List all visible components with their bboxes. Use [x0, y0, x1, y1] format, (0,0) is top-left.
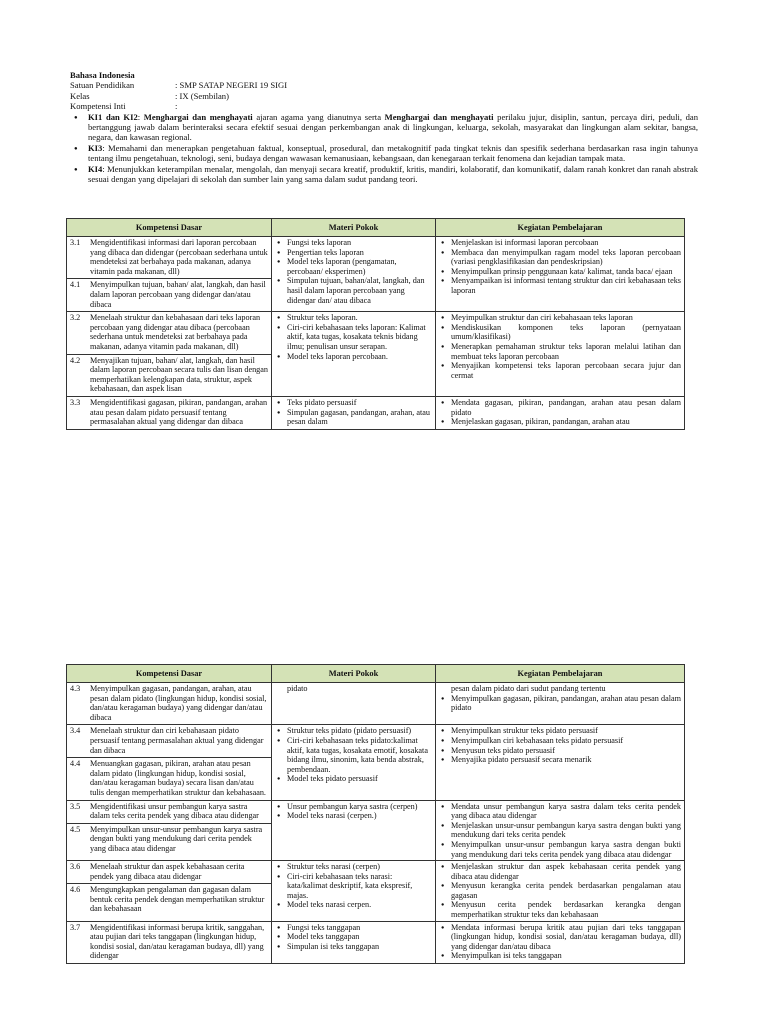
kd-item — [67, 801, 271, 823]
field-label: Kompetensi Inti — [70, 101, 126, 112]
kegiatan-pembelajaran-cell — [436, 921, 685, 963]
ki-lead: KI4 — [88, 163, 103, 174]
kd-text: Mengidentifikasi gagasan, pikiran, pandangan, arahan atau pesan dalam pidato persuasif tentang permasalahan aktual yang didengar dan dibaca — [90, 397, 268, 427]
kd-number: 3.6 — [70, 862, 81, 872]
kd-text: Mengidentifikasi unsur pembangun karya sastra dalam teks cerita pendek yang dibaca atau didengar — [90, 801, 259, 821]
kd-item — [67, 725, 271, 757]
materi-item: ● Model teks laporan percobaan. — [287, 352, 432, 362]
kegiatan-item: ● Mendiskusikan komponen teks laporan (pernyataan umum/klasifikasi) — [451, 323, 681, 342]
kd-number: 3.3 — [70, 397, 81, 407]
ki-lead: KI1 dan KI2 — [88, 111, 138, 122]
materi-list — [275, 802, 432, 821]
materi-list — [275, 238, 432, 305]
ki-item-4 — [88, 164, 698, 185]
kd-text: Mengidentifikasi informasi berupa kritik, sanggahan, atau pujian dari teks tanggapan (lingkungan hidup, kondisi sosial, dan/atau keragaman budaya, dll) yang didengar — [90, 922, 265, 961]
kegiatan-item: ● Menyimpulkan ciri kebahasaan teks pidato persuasif — [451, 736, 681, 746]
materi-pokok-cell — [272, 683, 436, 725]
materi-item: ● Fungsi teks laporan — [287, 238, 432, 248]
materi-item: ● Model teks laporan (pengamatan, percobaan/ eksperimen) — [287, 257, 432, 276]
kd-text: Menuangkan gagasan, pikiran, arahan atau pesan dalam pidato (lingkungan hidup, kondisi sosial, dan/atau keragaman budaya) secara lisan dan/atau tulis dengan memperhatikan struktur dan kebahasaan. — [90, 759, 266, 797]
kompetensi-dasar-cell — [67, 237, 272, 312]
table-row — [67, 921, 685, 963]
kd-text: Menyimpulkan tujuan, bahan/ alat, langkah, dan hasil dalam laporan percobaan yang didengar dan/atau dibaca — [90, 280, 266, 309]
kd-number: 4.2 — [70, 355, 81, 365]
kd-item — [67, 683, 271, 724]
materi-item: ● Pengertian teks laporan — [287, 248, 432, 258]
materi-pokok-cell — [272, 237, 436, 312]
materi-item: ● Struktur teks laporan. — [287, 313, 432, 323]
field-value: : — [175, 101, 178, 112]
ki-bold: Menghargai dan menghayati — [384, 111, 494, 122]
field-label: Satuan Pendidikan — [70, 80, 135, 91]
kompetensi-dasar-cell — [67, 861, 272, 922]
table-row — [67, 683, 685, 725]
ki-text: perilaku jujur, disiplin, santun, percaya diri, peduli, dan bertanggung jawab dalam berinteraksi secara efektif sesuai dengan perkembangan anak di lingkungan, keluarga, sekolah, masyarakat dan lingkungan alam sekitar, bangsa, negara, dan kawasan regional. — [88, 111, 699, 143]
kegiatan-item: ● Menyajikan kompetensi teks laporan percobaan secara jujur dan cermat — [451, 361, 681, 380]
materi-item: ● Model teks narasi cerpen. — [287, 900, 432, 910]
kegiatan-item: ● Menyimpulkan struktur teks pidato persuasif — [451, 726, 681, 736]
kegiatan-list — [439, 862, 681, 920]
field-satuan-pendidikan — [70, 80, 698, 90]
materi-list — [275, 923, 432, 952]
materi-item: ● Teks pidato persuasif — [287, 398, 432, 408]
materi-list — [275, 862, 432, 910]
kegiatan-list — [439, 694, 681, 713]
kd-item — [67, 922, 271, 963]
kegiatan-item: ● Menyusun kerangka cerita pendek berdasarkan pengalaman atau gagasan — [451, 881, 681, 900]
materi-pokok-cell — [272, 396, 436, 429]
kd-item — [67, 354, 271, 396]
kompetensi-dasar-cell — [67, 312, 272, 397]
materi-list — [275, 398, 432, 427]
kd-text: Menelaah struktur dan aspek kebahasaan cerita pendek yang dibaca atau didengar — [90, 862, 245, 881]
kegiatan-item: ● Menyimpulkan unsur-unsur pembangun karya sastra dengan bukti yang mendukung dari teks cerita pendek yang dibaca atau didengar — [451, 840, 681, 859]
kd-number: 4.6 — [70, 885, 81, 895]
materi-item: ● Fungsi teks tanggapan — [287, 923, 432, 933]
kd-item — [67, 312, 271, 353]
field-value: : SMP SATAP NEGERI 19 SIGI — [175, 80, 288, 91]
kompetensi-dasar-cell — [67, 683, 272, 725]
kegiatan-pembelajaran-cell — [436, 237, 685, 312]
materi-pokok-cell — [272, 725, 436, 800]
kd-text: Mengidentifikasi informasi dari laporan percobaan yang dibaca dan didengar (percobaan sederhana untuk mendeteksi zat berbahaya pada makanan, adanya vitamin pada makanan, dll) — [90, 238, 268, 276]
kegiatan-item: ● Membaca dan menyimpulkan ragam model teks laporan percobaan (variasi pengklasifikasian dan pendeskripsian) — [451, 248, 681, 267]
kd-item — [67, 883, 271, 916]
table-row — [67, 861, 685, 922]
kegiatan-item: ● Menjelaskan struktur dan aspek kebahasaan cerita pendek yang dibaca atau didengar — [451, 862, 681, 881]
kegiatan-list — [439, 398, 681, 427]
kegiatan-item: ● Mendata unsur pembangun karya sastra dalam teks cerita pendek yang dibaca atau didengar — [451, 802, 681, 821]
kd-text: Menyimpulkan gagasan, pandangan, arahan, atau pesan dalam pidato (lingkungan hidup, kondisi sosial, dan/atau keragaman budaya) yang didengar dan/atau dibaca — [90, 684, 267, 722]
competency-table-2 — [66, 664, 685, 964]
ki-text: : Menunjukkan keterampilan menalar, mengolah, dan menyaji secara kreatif, produktif, kritis, mandiri, kolaboratif, dan komunikatif, dalam ranah konkret dan ranah abstrak sesuai dengan yang dipelajari di sekolah dan sumber lain yang sama dalam sudut pandang teori. — [88, 163, 698, 185]
kegiatan-item: ● Menyampaikan isi informasi tentang struktur dan ciri kebahasaan teks laporan — [451, 276, 681, 295]
kompetensi-inti-list — [70, 112, 698, 185]
document-page-2 — [0, 660, 768, 1024]
column-header-kompetensi-dasar: Kompetensi Dasar — [67, 219, 272, 237]
kegiatan-list — [439, 238, 681, 296]
kompetensi-dasar-cell — [67, 921, 272, 963]
kegiatan-item: ● Menyajika pidato persuasif secara menarik — [451, 755, 681, 765]
kd-item — [67, 397, 271, 429]
ki-sep: : — [137, 111, 144, 122]
kegiatan-pembelajaran-cell — [436, 396, 685, 429]
kegiatan-list — [439, 802, 681, 860]
kegiatan-item: ● Menyusun teks pidato persuasif — [451, 746, 681, 756]
kd-number: 3.5 — [70, 801, 81, 811]
column-header-materi-pokok: Materi Pokok — [272, 219, 436, 237]
kd-text: Mengungkapkan pengalaman dan gagasan dalam bentuk cerita pendek dengan memperhatikan struktur dan kebahasaan — [90, 885, 265, 914]
kd-number: 4.1 — [70, 280, 81, 290]
kegiatan-list — [439, 726, 681, 764]
column-header-kegiatan-pembelajaran: Kegiatan Pembelajaran — [436, 665, 685, 683]
kegiatan-list — [439, 923, 681, 961]
kegiatan-pembelajaran-cell — [436, 312, 685, 397]
kd-number: 4.4 — [70, 759, 81, 769]
kd-number: 3.1 — [70, 238, 81, 247]
ki-bold: Menghargai dan menghayati — [143, 111, 253, 122]
ki-item-3 — [88, 143, 698, 164]
kegiatan-pembelajaran-cell — [436, 683, 685, 725]
kegiatan-item: ● Menjelaskan unsur-unsur pembangun karya sastra dengan bukti yang mendukung dari teks cerita pendek — [451, 821, 681, 840]
materi-item: ● Ciri-ciri kebahasaan teks narasi: kata/kalimat deskriptif, kata ekspresif, majas. — [287, 872, 432, 901]
ki-text: : Memahami dan menerapkan pengetahuan faktual, konseptual, prosedural, dan metakognitif pada tingkat teknis dan spesifik sederhana berdasarkan rasa ingin tahunya tentang ilmu pengetahuan, teknologi, seni, budaya dengan wawasan kemanusiaan, kebangsaan, dan kenegaraan terkait fenomena dan kejadian tampak mata. — [88, 142, 698, 164]
table-row — [67, 800, 685, 861]
kd-number: 4.5 — [70, 824, 81, 834]
kompetensi-dasar-cell — [67, 800, 272, 861]
table-row — [67, 396, 685, 429]
field-label: Kelas — [70, 90, 90, 101]
kompetensi-dasar-cell — [67, 396, 272, 429]
field-value: : IX (Sembilan) — [175, 90, 229, 101]
materi-item: ● Struktur teks pidato (pidato persuasif) — [287, 726, 432, 736]
kegiatan-item: ● Menerapkan pemahaman struktur teks laporan melalui latihan dan membuat teks laporan percobaan — [451, 342, 681, 361]
kegiatan-item: ● Menyimpulkan gagasan, pikiran, pandangan, arahan atau pesan dalam pidato — [451, 694, 681, 713]
kd-text: Menyajikan tujuan, bahan/ alat, langkah, dan hasil dalam laporan percobaan secara tulis dan lisan dengan memperhatikan kelengkapan data, struktur, aspek kebahasaan, dan aspek lisan — [90, 355, 269, 394]
table-row — [67, 237, 685, 312]
ki-text: ajaran agama yang dianutnya serta — [252, 111, 385, 122]
kd-item — [67, 278, 271, 311]
materi-pokok-cell — [272, 800, 436, 861]
kd-text: Menelaah struktur dan ciri kebahasaan pidato persuasif tentang permasalahan aktual yang didengar dan dibaca — [90, 726, 264, 755]
kegiatan-pembelajaran-cell — [436, 725, 685, 800]
materi-item: ● Model teks pidato persuasif — [287, 774, 432, 784]
kd-number: 3.2 — [70, 313, 81, 323]
materi-pokok-cell — [272, 921, 436, 963]
materi-item: ● Struktur teks narasi (cerpen) — [287, 862, 432, 872]
kd-item — [67, 861, 271, 883]
kd-text: Menyimpulkan unsur-unsur pembangun karya sastra dengan bukti yang mendukung dari cerita pendek yang dibaca atau didengar — [90, 824, 263, 853]
kegiatan-pembelajaran-cell — [436, 861, 685, 922]
ki-item-1-2 — [88, 112, 698, 143]
field-kelas — [70, 91, 698, 101]
column-header-materi-pokok: Materi Pokok — [272, 665, 436, 683]
kompetensi-dasar-cell — [67, 725, 272, 800]
kegiatan-item: ● Menjelaskan isi informasi laporan percobaan — [451, 238, 681, 248]
materi-item: ● Model teks narasi (cerpen.) — [287, 811, 432, 821]
kegiatan-item: ● Mendata informasi berupa kritik atau pujian dari teks tanggapan (lingkungan hidup, kondisi sosial, dan/atau keragaman budaya, dll) yang didengar dan/atau dibaca — [451, 923, 681, 952]
column-header-kompetensi-dasar: Kompetensi Dasar — [67, 665, 272, 683]
materi-pokok-cell — [272, 312, 436, 397]
materi-item: ● Model teks tanggapan — [287, 932, 432, 942]
materi-item: ● Simpulan tujuan, bahan/alat, langkah, dan hasil dalam laporan percobaan yang didengar dan/ atau dibaca — [287, 276, 432, 305]
kegiatan-continued-text: pesan dalam pidato dari sudut pandang tertentu — [451, 684, 606, 693]
materi-item: ● Unsur pembangun karya sastra (cerpen) — [287, 802, 432, 812]
kegiatan-item: ● Meyimpulkan struktur dan ciri kebahasaan teks laporan — [451, 313, 681, 323]
kegiatan-item: ● Menyimpulkan prinsip penggunaan kata/ kalimat, tanda baca/ ejaan — [451, 267, 681, 277]
materi-pokok-cell — [272, 861, 436, 922]
kegiatan-item: ● Menyusun cerita pendek berdasarkan kerangka dengan memperhatikan struktur teks dan kebahasaan — [451, 900, 681, 919]
table-row — [67, 312, 685, 397]
kegiatan-list — [439, 313, 681, 380]
table-row — [67, 725, 685, 800]
field-kompetensi-inti — [70, 101, 698, 111]
materi-item: ● Ciri-ciri kebahasaan teks pidato:kalimat aktif, kata tugas, kosakata emotif, kosakata bidang ilmu, sinonim, kata benda abstrak, pembendaan. — [287, 736, 432, 774]
ki-lead: KI3 — [88, 142, 103, 153]
kegiatan-item: ● Menyimpulkan isi teks tanggapan — [451, 951, 681, 961]
materi-item: ● Simpulan gagasan, pandangan, arahan, atau pesan dalam — [287, 408, 432, 427]
kd-number: 3.7 — [70, 922, 81, 932]
document-header — [70, 70, 698, 184]
kegiatan-item: ● Menjelaskan gagasan, pikiran, pandangan, arahan atau — [451, 417, 681, 427]
kegiatan-item: ● Mendata gagasan, pikiran, pandangan, arahan atau pesan dalam pidato — [451, 398, 681, 417]
kd-item — [67, 823, 271, 856]
materi-item: ● Ciri-ciri kebahasaan teks laporan: Kalimat aktif, kata tugas, kosakata teknis bidang ilmu; penulisan unsur serapan. — [287, 323, 432, 352]
kd-number: 3.4 — [70, 726, 81, 736]
kd-item — [67, 757, 271, 799]
materi-item: ● Simpulan isi teks tanggapan — [287, 942, 432, 952]
materi-continued-text: pidato — [287, 684, 308, 693]
kegiatan-pembelajaran-cell — [436, 800, 685, 861]
column-header-kegiatan-pembelajaran: Kegiatan Pembelajaran — [436, 219, 685, 237]
subject-title: Bahasa Indonesia — [70, 70, 135, 80]
competency-table-1 — [66, 218, 685, 430]
kd-item — [67, 237, 271, 278]
kd-number: 4.3 — [70, 684, 81, 693]
materi-list — [275, 726, 432, 784]
kd-text: Menelaah struktur dan kebahasaan dari teks laporan percobaan yang didengar atau dibaca (percobaan sederhana untuk mendeteksi zat berbahaya pada makanan, adanya vitamin pada makanan, dll) — [90, 313, 261, 351]
materi-list — [275, 313, 432, 361]
